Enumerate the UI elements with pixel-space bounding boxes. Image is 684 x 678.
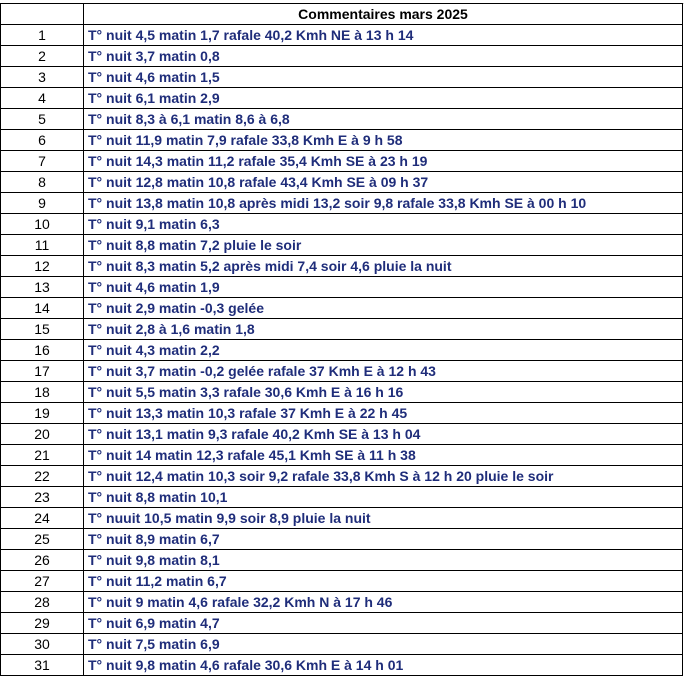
table-row	[1, 592, 683, 613]
table-row	[1, 529, 683, 550]
comment-cell[interactable]: T° nuit 9,8 matin 8,1	[84, 550, 683, 571]
table-row	[1, 193, 683, 214]
day-number-cell[interactable]: 29	[1, 613, 84, 634]
table-row	[1, 382, 683, 403]
day-number-cell[interactable]: 22	[1, 466, 84, 487]
table-row	[1, 235, 683, 256]
day-number-cell[interactable]: 15	[1, 319, 84, 340]
day-number-cell[interactable]: 8	[1, 172, 84, 193]
day-number-cell[interactable]: 10	[1, 214, 84, 235]
day-number-cell[interactable]: 18	[1, 382, 84, 403]
day-number-cell[interactable]: 1	[1, 25, 84, 46]
table-row	[1, 571, 683, 592]
comment-cell[interactable]: T° nuit 12,8 matin 10,8 rafale 43,4 Kmh SE à 09 h 37	[84, 172, 683, 193]
comment-cell[interactable]: T° nuit 8,3 à 6,1 matin 8,6 à 6,8	[84, 109, 683, 130]
table-row	[1, 655, 683, 676]
comment-cell[interactable]: T° nuit 8,8 matin 10,1	[84, 487, 683, 508]
table-row	[1, 403, 683, 424]
table-row	[1, 550, 683, 571]
header-title-cell[interactable]: Commentaires mars 2025	[84, 4, 683, 25]
comment-cell[interactable]: T° nuit 5,5 matin 3,3 rafale 30,6 Kmh E à 16 h 16	[84, 382, 683, 403]
day-number-cell[interactable]: 30	[1, 634, 84, 655]
comment-cell[interactable]: T° nuit 3,7 matin 0,8	[84, 46, 683, 67]
day-number-cell[interactable]: 14	[1, 298, 84, 319]
day-number-cell[interactable]: 2	[1, 46, 84, 67]
table-row	[1, 361, 683, 382]
comment-cell[interactable]: T° nuit 13,3 matin 10,3 rafale 37 Kmh E à 22 h 45	[84, 403, 683, 424]
table-row	[1, 298, 683, 319]
table-row	[1, 445, 683, 466]
comment-cell[interactable]: T° nuit 2,9 matin -0,3 gelée	[84, 298, 683, 319]
day-number-cell[interactable]: 16	[1, 340, 84, 361]
day-number-cell[interactable]: 26	[1, 550, 84, 571]
table-row	[1, 256, 683, 277]
comment-cell[interactable]: T° nuit 8,9 matin 6,7	[84, 529, 683, 550]
comment-cell[interactable]: T° nuit 13,1 matin 9,3 rafale 40,2 Kmh SE à 13 h 04	[84, 424, 683, 445]
header-row	[1, 4, 683, 25]
table-row	[1, 424, 683, 445]
comments-table	[0, 3, 683, 676]
day-number-cell[interactable]: 25	[1, 529, 84, 550]
comment-cell[interactable]: T° nuit 4,6 matin 1,5	[84, 67, 683, 88]
comment-cell[interactable]: T° nuit 11,2 matin 6,7	[84, 571, 683, 592]
day-number-cell[interactable]: 31	[1, 655, 84, 676]
comment-cell[interactable]: T° nuit 9,1 matin 6,3	[84, 214, 683, 235]
comment-cell[interactable]: T° nuit 4,3 matin 2,2	[84, 340, 683, 361]
table-row	[1, 67, 683, 88]
table-row	[1, 214, 683, 235]
table-row	[1, 25, 683, 46]
comment-cell[interactable]: T° nuit 7,5 matin 6,9	[84, 634, 683, 655]
day-number-cell[interactable]: 12	[1, 256, 84, 277]
table-row	[1, 340, 683, 361]
comment-cell[interactable]: T° nuit 2,8 à 1,6 matin 1,8	[84, 319, 683, 340]
comment-cell[interactable]: T° nuit 11,9 matin 7,9 rafale 33,8 Kmh E à 9 h 58	[84, 130, 683, 151]
table-row	[1, 487, 683, 508]
day-number-cell[interactable]: 19	[1, 403, 84, 424]
table-row	[1, 151, 683, 172]
day-number-cell[interactable]: 3	[1, 67, 84, 88]
day-number-cell[interactable]: 9	[1, 193, 84, 214]
comment-cell[interactable]: T° nuit 12,4 matin 10,3 soir 9,2 rafale 33,8 Kmh S à 12 h 20 pluie le soir	[84, 466, 683, 487]
day-number-cell[interactable]: 21	[1, 445, 84, 466]
day-number-cell[interactable]: 6	[1, 130, 84, 151]
comment-cell[interactable]: T° nuit 8,8 matin 7,2 pluie le soir	[84, 235, 683, 256]
table-row	[1, 634, 683, 655]
day-number-cell[interactable]: 27	[1, 571, 84, 592]
day-number-cell[interactable]: 20	[1, 424, 84, 445]
comment-cell[interactable]: T° nuit 8,3 matin 5,2 après midi 7,4 soir 4,6 pluie la nuit	[84, 256, 683, 277]
day-number-cell[interactable]: 11	[1, 235, 84, 256]
comment-cell[interactable]: T° nuit 13,8 matin 10,8 après midi 13,2 soir 9,8 rafale 33,8 Kmh SE à 00 h 10	[84, 193, 683, 214]
day-number-cell[interactable]: 17	[1, 361, 84, 382]
header-empty-cell[interactable]	[1, 4, 84, 25]
table-row	[1, 88, 683, 109]
day-number-cell[interactable]: 4	[1, 88, 84, 109]
table-row	[1, 466, 683, 487]
comment-cell[interactable]: T° nuit 9 matin 4,6 rafale 32,2 Kmh N à 17 h 46	[84, 592, 683, 613]
comment-cell[interactable]: T° nuit 6,9 matin 4,7	[84, 613, 683, 634]
table-row	[1, 109, 683, 130]
day-number-cell[interactable]: 5	[1, 109, 84, 130]
table-row	[1, 508, 683, 529]
comment-cell[interactable]: T° nuit 6,1 matin 2,9	[84, 88, 683, 109]
table-row	[1, 613, 683, 634]
table-row	[1, 277, 683, 298]
table-row	[1, 319, 683, 340]
day-number-cell[interactable]: 24	[1, 508, 84, 529]
comment-cell[interactable]: T° nuit 14,3 matin 11,2 rafale 35,4 Kmh SE à 23 h 19	[84, 151, 683, 172]
comment-cell[interactable]: T° nuuit 10,5 matin 9,9 soir 8,9 pluie la nuit	[84, 508, 683, 529]
day-number-cell[interactable]: 7	[1, 151, 84, 172]
day-number-cell[interactable]: 28	[1, 592, 84, 613]
comment-cell[interactable]: T° nuit 9,8 matin 4,6 rafale 30,6 Kmh E à 14 h 01	[84, 655, 683, 676]
comment-cell[interactable]: T° nuit 3,7 matin -0,2 gelée rafale 37 Kmh E à 12 h 43	[84, 361, 683, 382]
day-number-cell[interactable]: 13	[1, 277, 84, 298]
table-row	[1, 130, 683, 151]
comment-cell[interactable]: T° nuit 14 matin 12,3 rafale 45,1 Kmh SE à 11 h 38	[84, 445, 683, 466]
day-number-cell[interactable]: 23	[1, 487, 84, 508]
table-row	[1, 46, 683, 67]
comment-cell[interactable]: T° nuit 4,6 matin 1,9	[84, 277, 683, 298]
table-row	[1, 172, 683, 193]
comment-cell[interactable]: T° nuit 4,5 matin 1,7 rafale 40,2 Kmh NE à 13 h 14	[84, 25, 683, 46]
